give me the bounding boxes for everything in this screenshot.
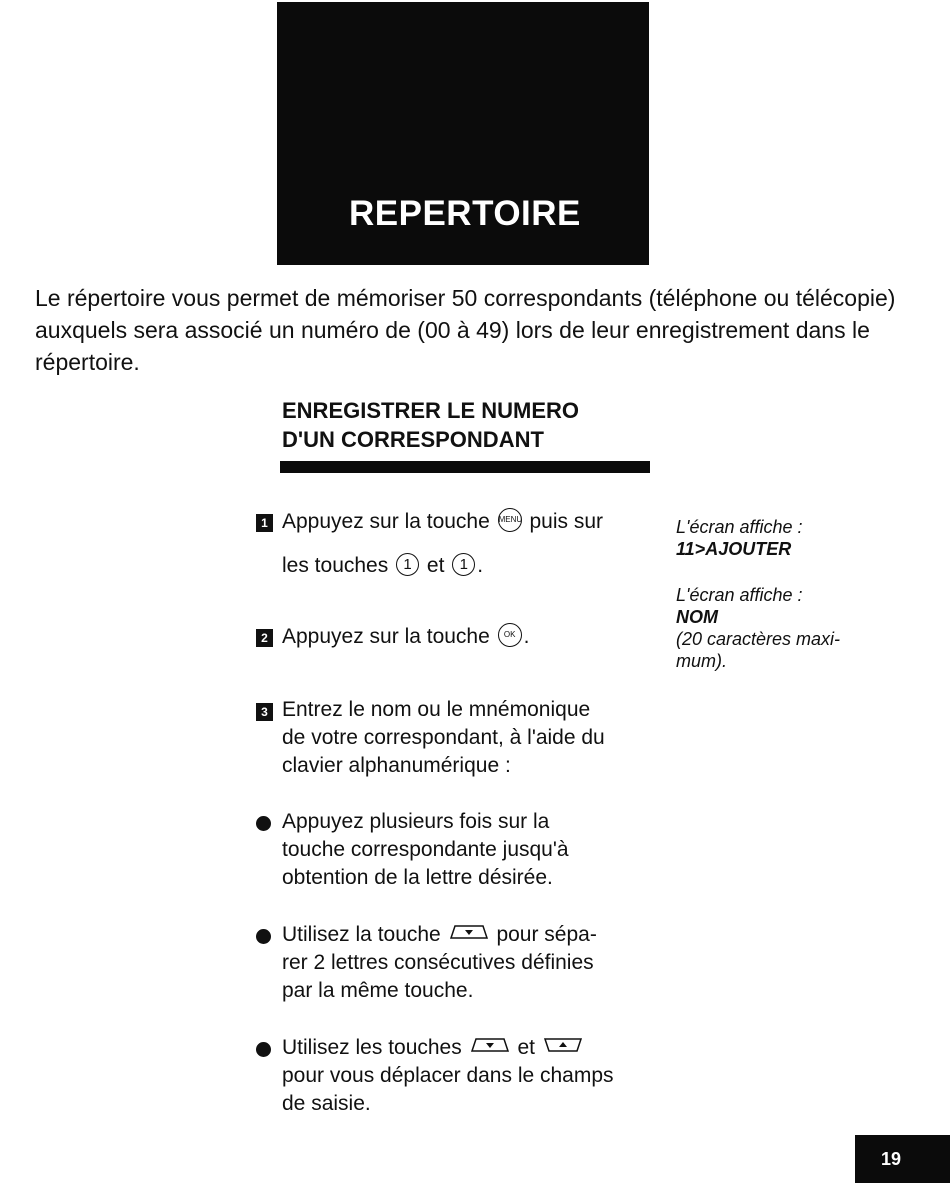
up-arrow-key-icon	[544, 1038, 582, 1052]
bullet-3-line-2: pour vous déplacer dans le champs	[282, 1064, 614, 1087]
display-note-2-label: L'écran affiche :	[676, 585, 803, 605]
bullet-2-text	[282, 921, 662, 1005]
display-note-1-value: 11>AJOUTER	[676, 539, 792, 559]
bullet-icon	[256, 1042, 271, 1057]
bullet-2-line-1	[282, 921, 662, 949]
step-3-line-2: de votre correspondant, à l'aide du	[282, 726, 605, 749]
bullet-3-line-3: de saisie.	[282, 1092, 371, 1115]
intro-paragraph: Le répertoire vous permet de mémoriser 50 correspondants (téléphone ou télécopie) auxquels sera associé un numéro de (00 à 49) lors de leur enregistrement dans le répertoire.	[35, 285, 896, 375]
chapter-header	[277, 2, 649, 265]
section-divider	[280, 461, 650, 473]
bullet-3-line-1	[282, 1034, 662, 1062]
bullet-3-text-a: Utilisez les touches	[282, 1036, 462, 1059]
down-arrow-key-icon	[450, 925, 488, 939]
display-note-2-detail-2: mum).	[676, 651, 727, 671]
step-number-3: 3	[256, 703, 273, 721]
step-2-text-a: Appuyez sur la touche	[282, 625, 490, 648]
display-note-2	[676, 584, 906, 672]
chapter-title: REPERTOIRE	[349, 194, 581, 233]
display-note-2-detail-1: (20 caractères maxi-	[676, 629, 841, 649]
menu-key-icon: MENU	[498, 508, 522, 532]
down-arrow-key-icon	[471, 1038, 509, 1052]
step-2-text-b: .	[523, 625, 530, 648]
step-1-text-c: les touches	[282, 554, 389, 577]
bullet-3-text-b: et	[517, 1036, 535, 1059]
step-3-line-3: clavier alphanumérique :	[282, 754, 511, 777]
step-number-2: 2	[256, 629, 273, 647]
step-2-line	[282, 623, 662, 651]
bullet-1-line-2: touche correspondante jusqu'à	[282, 838, 569, 861]
bullet-1-line-3: obtention de la lettre désirée.	[282, 866, 553, 889]
bullet-2-text-b: pour sépa-	[496, 923, 597, 946]
step-3-line-1: Entrez le nom ou le mnémonique	[282, 698, 591, 721]
bullet-2-line-3: par la même touche.	[282, 979, 474, 1002]
key-1-second-icon: 1	[452, 553, 475, 576]
bullet-icon	[256, 929, 271, 944]
display-note-1	[676, 516, 906, 560]
section-title	[282, 396, 662, 454]
bullet-2-line-2: rer 2 lettres consécutives définies	[282, 951, 594, 974]
ok-key-icon: OK	[498, 623, 522, 647]
step-1-text-d: et	[426, 554, 445, 577]
key-1-icon: 1	[396, 553, 419, 576]
display-note-2-value: NOM	[676, 607, 718, 627]
step-1-text-e: .	[477, 554, 484, 577]
bullet-1-text	[282, 808, 662, 892]
page-number-box	[855, 1135, 950, 1183]
bullet-icon	[256, 816, 271, 831]
bullet-2-text-a: Utilisez la touche	[282, 923, 441, 946]
step-1-line-1	[282, 508, 662, 536]
page-number: 19	[881, 1149, 902, 1169]
bullet-3-text	[282, 1034, 662, 1118]
step-3-text	[282, 696, 662, 780]
bullet-1-line-1: Appuyez plusieurs fois sur la	[282, 810, 550, 833]
step-number-1: 1	[256, 514, 273, 532]
step-1-text-b: puis sur	[529, 510, 604, 533]
step-1-line-2	[282, 552, 662, 580]
display-note-1-label: L'écran affiche :	[676, 517, 803, 537]
section-title-line2: D'UN CORRESPONDANT	[282, 427, 544, 452]
step-1-text-a: Appuyez sur la touche	[282, 510, 490, 533]
section-title-line1: ENREGISTRER LE NUMERO	[282, 398, 580, 423]
